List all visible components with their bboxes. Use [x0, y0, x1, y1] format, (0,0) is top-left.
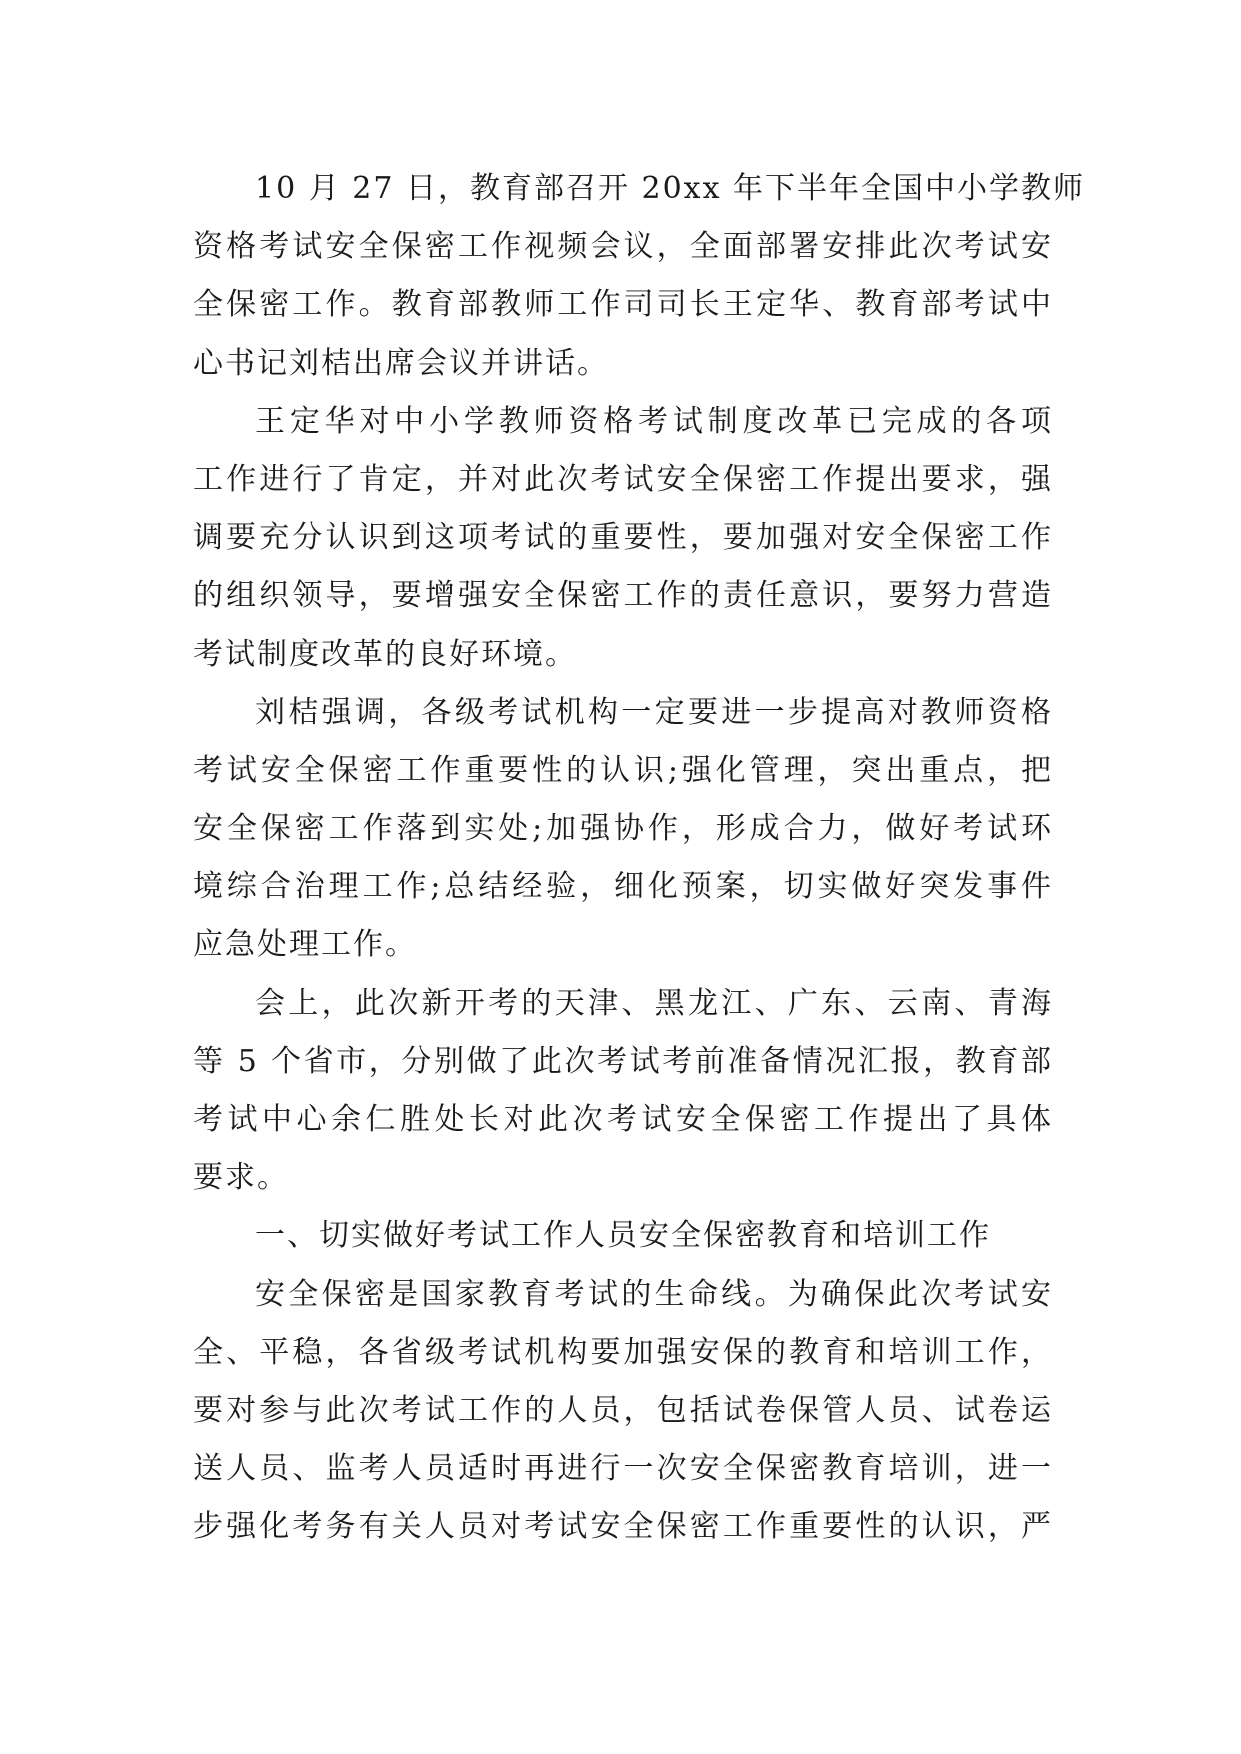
paragraph [193, 160, 1086, 393]
text-line: 全保密工作。教育部教师工作司司长王定华、教育部考试中 [193, 287, 1053, 323]
paragraph [193, 1266, 1053, 1557]
text-line: 等 5 个省市，分别做了此次考试考前准备情况汇报，教育部 [193, 1043, 1053, 1079]
text-line: 考试中心余仁胜处长对此次考试安全保密工作提出了具体 [193, 1102, 1053, 1137]
text-line: 10 月 27 日，教育部召开 20xx 年下半年全国中小学教师 [255, 171, 1086, 206]
text-line: 考试安全保密工作重要性的认识;强化管理，突出重点，把 [193, 752, 1053, 788]
text-line: 会上，此次新开考的天津、黑龙江、广东、云南、青海 [255, 985, 1053, 1021]
text-line: 王定华对中小学教师资格考试制度改革已完成的各项 [255, 403, 1053, 439]
text-line: 全、平稳，各省级考试机构要加强安保的教育和培训工作， [193, 1334, 1053, 1370]
text-line: 境综合治理工作;总结经验，细化预案，切实做好突发事件 [193, 869, 1053, 905]
paragraph [193, 393, 1053, 684]
text-line: 工作进行了肯定，并对此次考试安全保密工作提出要求，强 [193, 461, 1053, 497]
text-line: 的组织领导，要增强安全保密工作的责任意识，要努力营造 [193, 578, 1053, 614]
text-line: 资格考试安全保密工作视频会议，全面部署安排此次考试安 [193, 229, 1053, 265]
text-line: 要对参与此次考试工作的人员，包括试卷保管人员、试卷运 [193, 1392, 1053, 1428]
text-line: 安全保密工作落到实处;加强协作，形成合力，做好考试环 [193, 811, 1053, 847]
heading-line: 一、切实做好考试工作人员安全保密教育和培训工作 [255, 1218, 991, 1254]
paragraph [193, 975, 1053, 1208]
text-line: 送人员、监考人员适时再进行一次安全保密教育培训，进一 [193, 1451, 1053, 1487]
text-line: 步强化考务有关人员对考试安全保密工作重要性的认识，严 [193, 1509, 1053, 1545]
text-line: 调要充分认识到这项考试的重要性，要加强对安全保密工作 [193, 520, 1053, 556]
section-heading [193, 1207, 1053, 1265]
text-line: 要求。 [193, 1160, 289, 1196]
paragraph [193, 684, 1053, 975]
text-line: 刘桔强调，各级考试机构一定要进一步提高对教师资格 [255, 694, 1053, 730]
text-line: 心书记刘桔出席会议并讲话。 [193, 345, 609, 381]
document-body [193, 160, 1086, 1557]
text-line: 考试制度改革的良好环境。 [193, 636, 577, 672]
text-line: 安全保密是国家教育考试的生命线。为确保此次考试安 [255, 1276, 1053, 1312]
text-line: 应急处理工作。 [193, 927, 417, 963]
